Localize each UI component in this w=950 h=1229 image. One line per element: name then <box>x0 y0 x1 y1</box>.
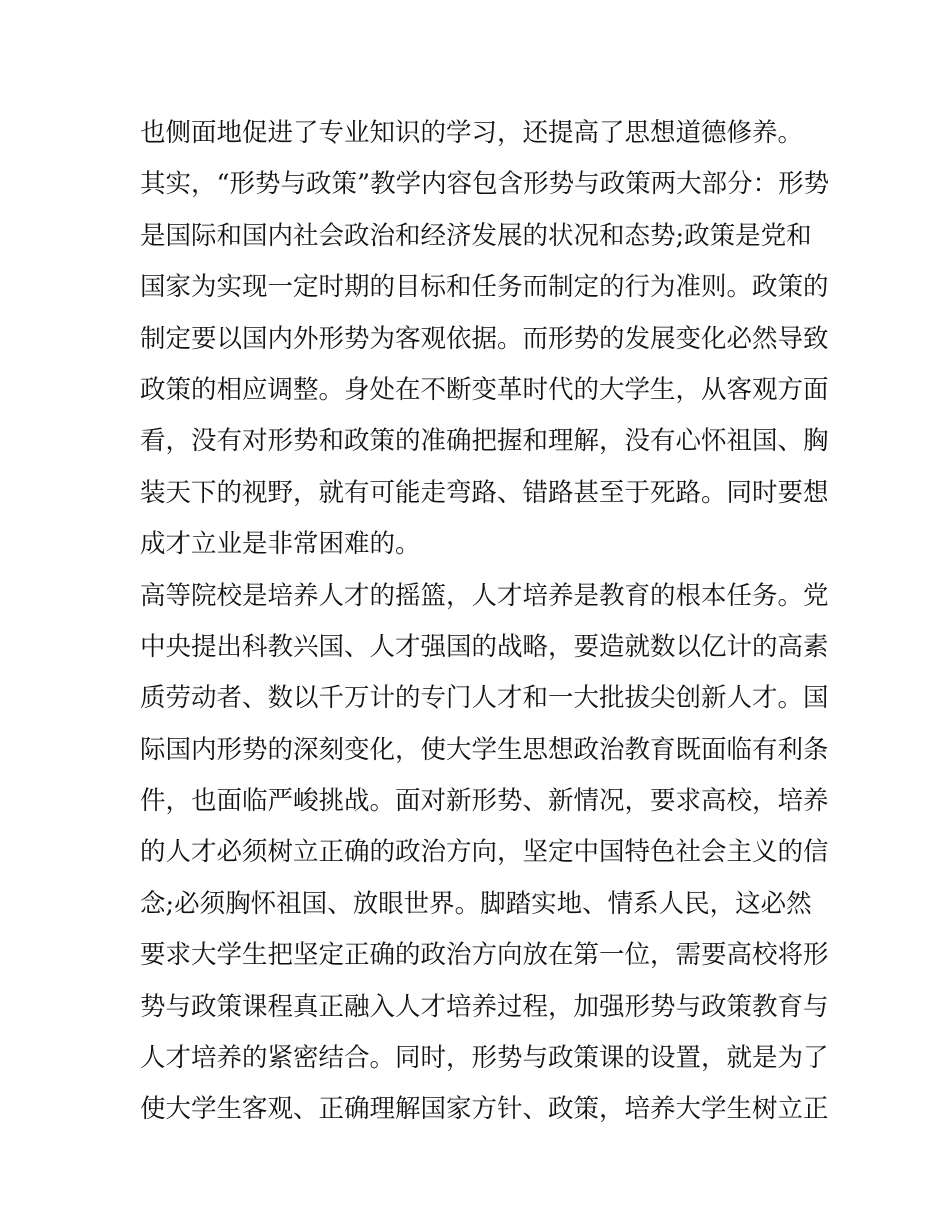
text-line: 高等院校是培养人才的摇篮，人才培养是教育的根本任务。党 <box>140 580 829 611</box>
text-line: 是国际和国内社会政治和经济发展的状况和态势;政策是党和 <box>140 220 812 251</box>
text-line: 制定要以国内外形势为客观依据。而形势的发展变化必然导致 <box>140 323 829 354</box>
text-line: 中央提出科教兴国、人才强国的战略，要造就数以亿计的高素 <box>140 631 829 662</box>
text-line: 质劳动者、数以千万计的专门人才和一大批拔尖创新人才。国 <box>140 683 829 714</box>
text-line: 人才培养的紧密结合。同时，形势与政策课的设置，就是为了 <box>140 1043 829 1074</box>
text-line: 也侧面地促进了专业知识的学习，还提高了思想道德修养。 <box>140 118 804 148</box>
text-line: 国家为实现一定时期的目标和任务而制定的行为准则。政策的 <box>140 272 829 303</box>
text-line: 念;必须胸怀祖国、放眼世界。脚踏实地、情系人民，这必然 <box>140 888 812 919</box>
text-line: 的人才必须树立正确的政治方向，坚定中国特色社会主义的信 <box>140 837 829 868</box>
text-line: 政策的相应调整。身处在不断变革时代的大学生，从客观方面 <box>140 374 829 405</box>
text-line: 势与政策课程真正融入人才培养过程，加强形势与政策教育与 <box>140 991 829 1022</box>
text-line: 要求大学生把坚定正确的政治方向放在第一位，需要高校将形 <box>140 940 829 971</box>
text-line: 其实，“形势与政策”教学内容包含形势与政策两大部分：形势 <box>140 169 830 200</box>
text-line: 装天下的视野，就有可能走弯路、错路甚至于死路。同时要想 <box>140 477 829 508</box>
body-text <box>140 108 830 1136</box>
text-line: 成才立业是非常困难的。 <box>140 529 421 560</box>
text-line: 件，也面临严峻挑战。面对新形势、新情况，要求高校，培养 <box>140 786 829 817</box>
text-line: 际国内形势的深刻变化，使大学生思想政治教育既面临有利条 <box>140 734 829 765</box>
text-line: 使大学生客观、正确理解国家方针、政策，培养大学生树立正 <box>140 1094 829 1125</box>
text-line: 看，没有对形势和政策的准确把握和理解，没有心怀祖国、胸 <box>140 426 829 457</box>
